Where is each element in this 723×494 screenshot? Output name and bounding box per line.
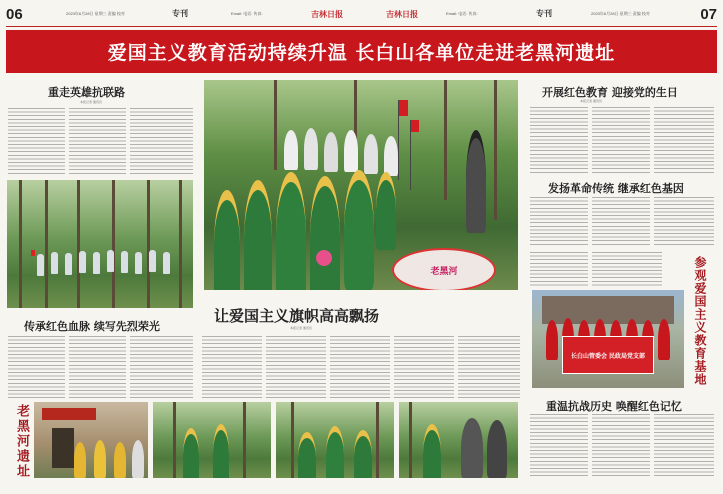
headline-r3: 参观爱国主义教育基地 bbox=[693, 256, 707, 386]
article-r2-col1 bbox=[530, 197, 588, 247]
article-a1-col2 bbox=[69, 108, 126, 176]
article-a2-col2 bbox=[69, 336, 126, 398]
article-r3-col1 bbox=[530, 252, 588, 286]
article-r1-col3 bbox=[654, 107, 714, 173]
paper-logo-left: 吉林日报 bbox=[311, 9, 343, 19]
footer-logo: 老黑河遗址 bbox=[14, 404, 29, 479]
article-main-col3 bbox=[330, 336, 390, 398]
right-issue-info: 2023年6月28日 星期三 责编 校对 bbox=[591, 11, 650, 16]
headline-r4: 重温抗战历史 唤醒红色记忆 bbox=[546, 400, 682, 413]
byline-main: 本报记者 通讯员 bbox=[290, 326, 312, 330]
article-main-col2 bbox=[266, 336, 326, 398]
article-a1-col3 bbox=[130, 108, 193, 176]
photo-students-ceremony bbox=[204, 80, 518, 290]
left-issue-info: 2023年6月28日 星期三 责编 校对 bbox=[66, 11, 125, 16]
paper-logo-right: 吉林日报 bbox=[386, 9, 418, 19]
photo-forest-sweep bbox=[276, 402, 394, 478]
byline-r1: 本报记者 通讯员 bbox=[580, 99, 602, 103]
article-a1-col1 bbox=[8, 108, 65, 176]
article-r4-col1 bbox=[530, 414, 588, 478]
left-page-number: 06 bbox=[6, 6, 23, 23]
header-contact: Email: 电话: 传真: bbox=[231, 11, 263, 16]
right-page-number: 07 bbox=[700, 6, 717, 23]
headline-main: 让爱国主义旗帜高高飘扬 bbox=[214, 307, 380, 325]
headline-a1: 重走英雄抗联路 bbox=[48, 86, 125, 99]
article-a2-col1 bbox=[8, 336, 65, 398]
article-r2-col2 bbox=[592, 197, 650, 247]
photo-forest-march bbox=[7, 180, 193, 308]
article-main-col5 bbox=[458, 336, 520, 398]
photo-museum-entrance bbox=[34, 402, 148, 478]
photo-forest-interview bbox=[399, 402, 518, 478]
right-section-label: 专刊 bbox=[536, 8, 552, 18]
article-main-col4 bbox=[394, 336, 454, 398]
article-main-col1 bbox=[202, 336, 262, 398]
sign-text: 老黑河 bbox=[430, 266, 458, 277]
article-r1-col2 bbox=[592, 107, 650, 173]
article-r4-col3 bbox=[654, 414, 714, 478]
article-r1-col1 bbox=[530, 107, 588, 173]
sign-board bbox=[392, 248, 496, 290]
page-header bbox=[6, 6, 717, 27]
headline-a2: 传承红色血脉 续写先烈荣光 bbox=[24, 320, 160, 333]
headline-r2: 发扬革命传统 继承红色基因 bbox=[548, 182, 684, 195]
banner-headline: 爱国主义教育活动持续升温 长白山各单位走进老黑河遗址 bbox=[6, 30, 717, 73]
photo-group-banner bbox=[532, 290, 684, 388]
header-contact-right: Email: 电话: 传真: bbox=[446, 11, 478, 16]
article-r4-col2 bbox=[592, 414, 650, 478]
headline-r1: 开展红色教育 迎接党的生日 bbox=[542, 86, 678, 99]
photo-forest-visit bbox=[153, 402, 271, 478]
article-a2-col3 bbox=[130, 336, 193, 398]
left-section-label: 专刊 bbox=[172, 8, 188, 18]
article-r3-col2 bbox=[592, 252, 662, 286]
article-r2-col3 bbox=[654, 197, 714, 247]
byline-a1: 本报记者 通讯员 bbox=[80, 100, 102, 104]
photo-banner-text: 长白山管委会 民政局党支部 bbox=[570, 352, 646, 360]
